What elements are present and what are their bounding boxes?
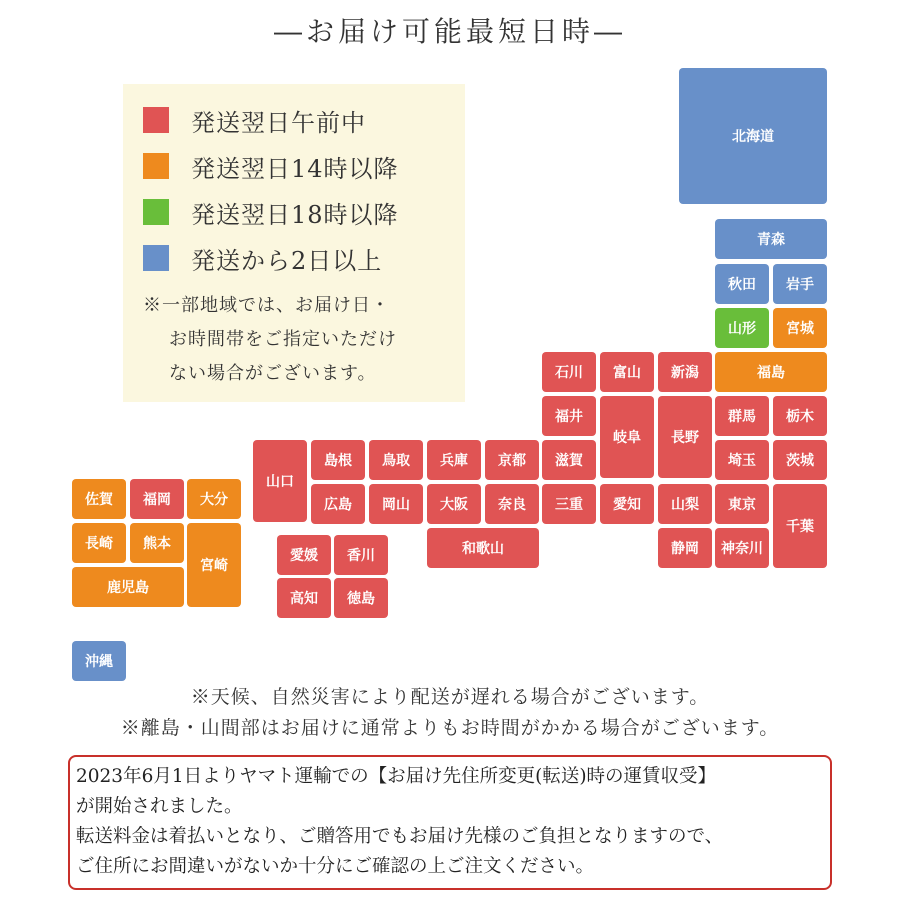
prefecture-kanagawa: 神奈川 (715, 528, 769, 568)
prefecture-miyagi: 宮城 (773, 308, 827, 348)
prefecture-toyama: 富山 (600, 352, 654, 392)
prefecture-yamanashi: 山梨 (658, 484, 712, 524)
prefecture-nagasaki: 長崎 (72, 523, 126, 563)
prefecture-tochigi: 栃木 (773, 396, 827, 436)
prefecture-yamaguchi: 山口 (253, 440, 307, 522)
legend-swatch-blue (143, 245, 169, 271)
prefecture-ehime: 愛媛 (277, 535, 331, 575)
prefecture-mie: 三重 (542, 484, 596, 524)
legend-note-line: ※一部地域では、お届け日・ (143, 295, 390, 316)
prefecture-tokyo: 東京 (715, 484, 769, 524)
prefecture-akita: 秋田 (715, 264, 769, 304)
prefecture-okinawa: 沖縄 (72, 641, 126, 681)
prefecture-gifu: 岐阜 (600, 396, 654, 478)
prefecture-saitama: 埼玉 (715, 440, 769, 480)
prefecture-nagano: 長野 (658, 396, 712, 478)
forwarding-fee-notice (68, 755, 832, 890)
prefecture-shizuoka: 静岡 (658, 528, 712, 568)
prefecture-ishikawa: 石川 (542, 352, 596, 392)
notice-line: 2023年6月1日よりヤマト運輸での【お届け先住所変更(転送)時の運賃収受】 (76, 766, 717, 787)
notice-line: が開始されました。 (76, 796, 243, 817)
prefecture-fukui: 福井 (542, 396, 596, 436)
prefecture-hyogo: 兵庫 (427, 440, 481, 480)
prefecture-kumamoto: 熊本 (130, 523, 184, 563)
prefecture-osaka: 大阪 (427, 484, 481, 524)
prefecture-shimane: 島根 (311, 440, 365, 480)
prefecture-nara: 奈良 (485, 484, 539, 524)
legend-label: 発送翌日14時以降 (191, 154, 399, 183)
prefecture-hokkaido: 北海道 (679, 68, 827, 204)
prefecture-yamagata: 山形 (715, 308, 769, 348)
prefecture-miyazaki: 宮崎 (187, 523, 241, 607)
legend-note-line: ない場合がございます。 (169, 363, 377, 384)
prefecture-kagoshima: 鹿児島 (72, 567, 184, 607)
legend-label: 発送から2日以上 (191, 246, 383, 275)
prefecture-saga: 佐賀 (72, 479, 126, 519)
prefecture-wakayama: 和歌山 (427, 528, 539, 568)
prefecture-tottori: 鳥取 (369, 440, 423, 480)
prefecture-aomori: 青森 (715, 219, 827, 259)
legend-label: 発送翌日午前中 (191, 108, 366, 137)
legend-note-line: お時間帯をご指定いただけ (169, 329, 397, 350)
prefecture-shiga: 滋賀 (542, 440, 596, 480)
legend (123, 84, 465, 402)
footnote-weather: ※天候、自然災害により配送が遅れる場合がございます。 (190, 686, 710, 708)
page-title: ―お届け可能最短日時― (273, 15, 626, 48)
legend-item-morning (143, 102, 366, 138)
notice-line: ご住所にお間違いがないか十分にご確認の上ご注文ください。 (76, 856, 595, 877)
prefecture-iwate: 岩手 (773, 264, 827, 304)
legend-swatch-orange (143, 153, 169, 179)
prefecture-kagawa: 香川 (334, 535, 388, 575)
prefecture-kochi: 高知 (277, 578, 331, 618)
legend-swatch-green (143, 199, 169, 225)
prefecture-fukuoka: 福岡 (130, 479, 184, 519)
footnote-remote-areas: ※離島・山間部はお届けに通常よりもお時間がかかる場合がございます。 (120, 717, 780, 739)
legend-item-two-days (143, 240, 382, 276)
prefecture-chiba: 千葉 (773, 484, 827, 568)
prefecture-fukushima: 福島 (715, 352, 827, 392)
legend-swatch-red (143, 107, 169, 133)
legend-label: 発送翌日18時以降 (191, 200, 399, 229)
legend-item-after-14 (143, 148, 399, 184)
prefecture-tokushima: 徳島 (334, 578, 388, 618)
legend-item-after-18 (143, 194, 399, 230)
legend-note (143, 289, 453, 391)
prefecture-oita: 大分 (187, 479, 241, 519)
prefecture-hiroshima: 広島 (311, 484, 365, 524)
prefecture-kyoto: 京都 (485, 440, 539, 480)
footnotes (0, 682, 900, 744)
prefecture-ibaraki: 茨城 (773, 440, 827, 480)
prefecture-okayama: 岡山 (369, 484, 423, 524)
prefecture-niigata: 新潟 (658, 352, 712, 392)
prefecture-aichi: 愛知 (600, 484, 654, 524)
prefecture-gunma: 群馬 (715, 396, 769, 436)
notice-line: 転送料金は着払いとなり、ご贈答用でもお届け先様のご負担となりますので、 (76, 826, 724, 847)
